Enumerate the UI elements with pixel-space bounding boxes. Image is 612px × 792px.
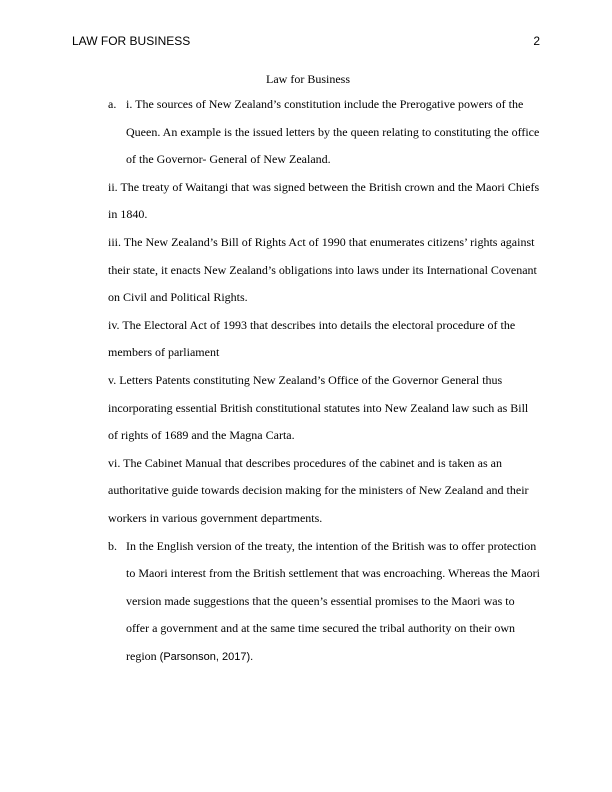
- list-item-a-text: i. The sources of New Zealand’s constitution include the Prerogative powers of the Queen. An example is the issued letters by the queen relating to constituting the office of the Governor- General of New Zealand.: [126, 97, 540, 167]
- sub-item-iv: iv. The Electoral Act of 1993 that describes into details the electoral procedure of the members of parliament: [108, 317, 516, 360]
- list-item-b-text: In the English version of the treaty, the intention of the British was to offer protection to Maori interest from the British settlement that was encroaching. Whereas the Maori version made suggestions that the queen’s essential promises to the Maori was to offer a government and at the same time secured the tribal authority on their own region: [126, 538, 540, 663]
- list-item-a: [108, 91, 540, 174]
- page-header: [72, 34, 540, 50]
- list-item-b: [108, 533, 540, 672]
- page-number: 2: [533, 34, 540, 48]
- sub-item-ii: ii. The treaty of Waitangi that was signed between the British crown and the Maori Chiefs in 1840.: [108, 179, 540, 222]
- sub-item-v: v. Letters Patents constituting New Zealand’s Office of the Governor General thus incorporating essential British constitutional statutes into New Zealand law such as Bill of rights of 1689 and the Magna Carta.: [108, 372, 529, 443]
- list-marker-a: a.: [108, 97, 117, 111]
- document-title: Law for Business: [266, 72, 350, 86]
- sub-item-iii: iii. The New Zealand’s Bill of Rights Act of 1990 that enumerates citizens’ rights against their state, it enacts New Zealand’s obligations into laws under its International Covenant on Civil and Political Rights.: [108, 234, 537, 305]
- list-marker-b: b.: [108, 538, 117, 553]
- running-head: LAW FOR BUSINESS: [72, 34, 191, 48]
- citation: (Parsonson, 2017).: [159, 650, 254, 663]
- document-body: [108, 91, 540, 671]
- sub-item-vi: vi. The Cabinet Manual that describes procedures of the cabinet and is taken as an authoritative guide towards decision making for the ministers of New Zealand and their workers in various government departments.: [108, 455, 529, 525]
